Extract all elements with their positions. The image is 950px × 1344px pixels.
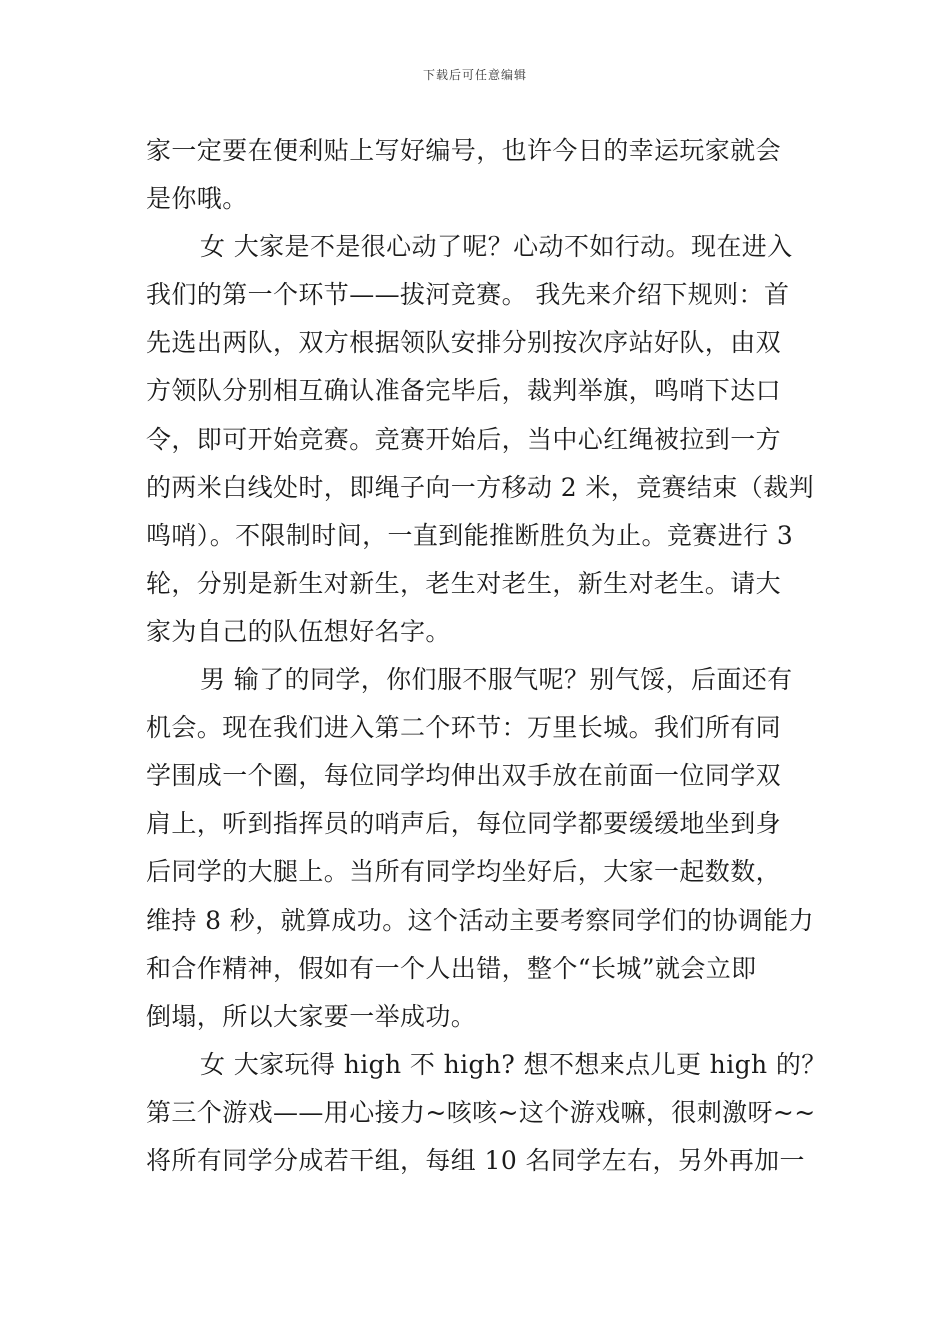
- text-line: 男 输了的同学，你们服不服气呢？别气馁，后面还有: [200, 665, 793, 695]
- text-line: 我们的第一个环节——拔河竞赛。 我先来介绍下规则：首: [146, 280, 790, 310]
- document-body: [146, 127, 827, 1185]
- text-line: 轮，分别是新生对新生，老生对老生，新生对老生。请大: [146, 568, 782, 598]
- paragraph-continuation: [146, 127, 808, 223]
- text-line: 是你哦。: [146, 184, 248, 214]
- text-line: 后同学的大腿上。当所有同学均坐好后，大家一起数数，: [146, 857, 782, 887]
- text-line: 机会。现在我们进入第二个环节：万里长城。我们所有同: [146, 713, 782, 743]
- text-line: 维持 8 秒，就算成功。这个活动主要考察同学们的协调能力: [146, 905, 815, 935]
- text-line: 学围成一个圈，每位同学均伸出双手放在前面一位同学双: [146, 761, 782, 791]
- text-line: 方领队分别相互确认准备完毕后，裁判举旗，鸣哨下达口: [146, 376, 782, 406]
- paragraph-relay-game: [146, 1041, 827, 1185]
- text-line: 将所有同学分成若干组，每组 10 名同学左右，另外再加一: [146, 1145, 805, 1175]
- text-line: 和合作精神，假如有一个人出错，整个“长城”就会立即: [146, 953, 757, 983]
- text-line: 女 大家玩得 high 不 high? 想不想来点儿更 high 的？: [200, 1049, 827, 1079]
- text-line: 女 大家是不是很心动了呢？心动不如行动。现在进入: [200, 232, 793, 262]
- paragraph-great-wall: [146, 656, 815, 1041]
- paragraph-tug-of-war: [146, 223, 815, 656]
- text-line: 鸣哨）。不限制时间，一直到能推断胜负为止。竞赛进行 3: [146, 520, 794, 550]
- text-line: 的两米白线处时，即绳子向一方移动 2 米，竞赛结束（裁判: [146, 472, 815, 502]
- text-line: 倒塌，所以大家要一举成功。: [146, 1001, 477, 1031]
- text-line: 家一定要在便利贴上写好编号，也许今日的幸运玩家就会: [146, 136, 782, 165]
- text-line: 家为自己的队伍想好名字。: [146, 616, 451, 646]
- text-line: 先选出两队，双方根据领队安排分别按次序站好队，由双: [146, 328, 782, 358]
- text-line: 第三个游戏——用心接力~咳咳~这个游戏嘛，很刺激呀~~: [146, 1097, 816, 1127]
- text-line: 肩上，听到指挥员的哨声后，每位同学都要缓缓地坐到身: [146, 809, 782, 839]
- text-line: 令，即可开始竞赛。竞赛开始后，当中心红绳被拉到一方: [146, 424, 782, 454]
- page-header: 下载后可任意编辑: [422, 68, 527, 82]
